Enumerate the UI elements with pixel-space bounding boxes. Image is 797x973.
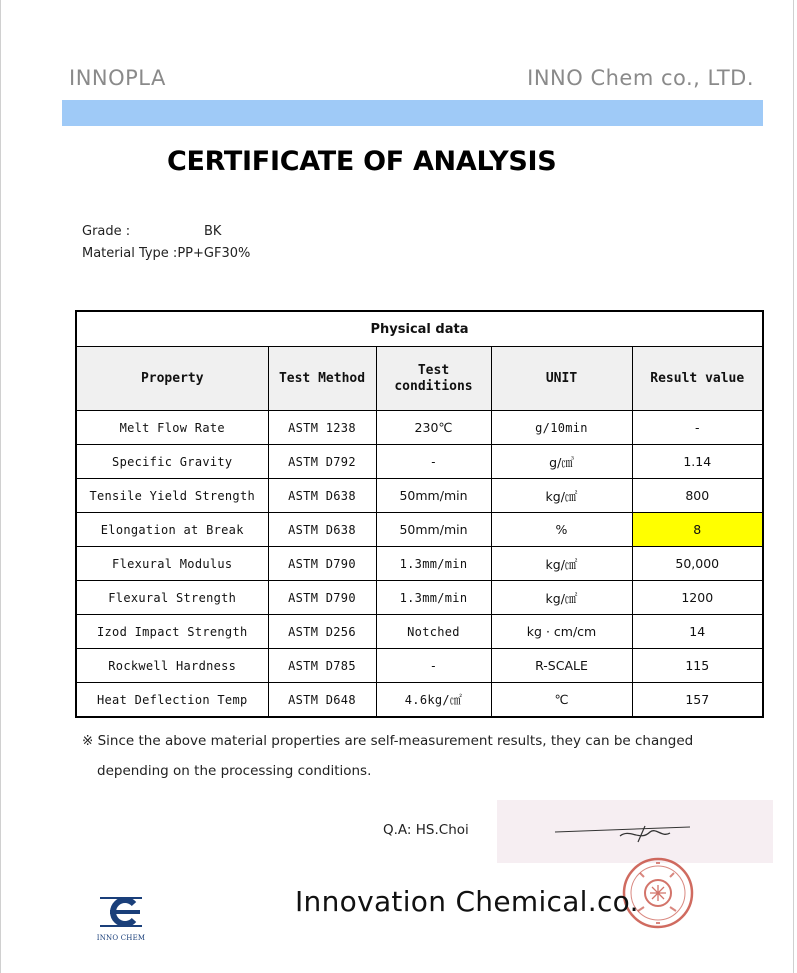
header-result-value: Result value	[632, 347, 763, 411]
cell-test-conditions: -	[376, 649, 491, 683]
cell-property: Specific Gravity	[76, 445, 268, 479]
cell-result-value: 800	[632, 479, 763, 513]
cell-unit: kg/㎠	[491, 479, 632, 513]
cell-unit: kg/㎠	[491, 581, 632, 615]
signature-icon	[550, 818, 700, 848]
material-line	[82, 246, 250, 261]
grade-value: BK	[204, 224, 222, 239]
logo-icon	[96, 895, 146, 929]
cell-result-value: 50,000	[632, 547, 763, 581]
cell-test-method: ASTM 1238	[268, 411, 376, 445]
cell-test-method: ASTM D256	[268, 615, 376, 649]
grade-label: Grade :	[82, 224, 131, 239]
page-border-right	[793, 0, 794, 973]
cell-property: Elongation at Break	[76, 513, 268, 547]
table-row	[76, 479, 763, 513]
cell-property: Rockwell Hardness	[76, 649, 268, 683]
header-test-method: Test Method	[268, 347, 376, 411]
header-test-conditions: Test conditions	[376, 347, 491, 411]
table-row	[76, 411, 763, 445]
material-value: PP+GF30%	[177, 246, 251, 261]
cell-test-method: ASTM D785	[268, 649, 376, 683]
material-label: Material Type :	[82, 246, 178, 261]
cell-test-conditions: 4.6kg/㎠	[376, 683, 491, 718]
cell-result-value: 157	[632, 683, 763, 718]
note-line-1: ※ Since the above material properties are self-measurement results, they can be changed	[82, 733, 694, 749]
cell-test-conditions: 50mm/min	[376, 479, 491, 513]
note-line-2: depending on the processing conditions.	[97, 763, 372, 779]
header-brand: INNOPLA	[69, 66, 166, 90]
cell-unit: g/10min	[491, 411, 632, 445]
cell-property: Izod Impact Strength	[76, 615, 268, 649]
cell-test-conditions: -	[376, 445, 491, 479]
physical-data-table	[75, 310, 764, 718]
cell-test-conditions: 1.3mm/min	[376, 581, 491, 615]
disclaimer-note	[82, 726, 693, 786]
cell-property: Flexural Strength	[76, 581, 268, 615]
table-row	[76, 683, 763, 718]
table-title: Physical data	[76, 311, 763, 347]
cell-result-value: -	[632, 411, 763, 445]
header-company: INNO Chem co., LTD.	[527, 66, 754, 90]
cell-unit: R-SCALE	[491, 649, 632, 683]
cell-test-conditions: 230℃	[376, 411, 491, 445]
cell-property: Flexural Modulus	[76, 547, 268, 581]
grade-line	[82, 224, 221, 239]
logo-text: INNO CHEM	[96, 934, 146, 942]
cell-unit: kg/㎠	[491, 547, 632, 581]
page-border-left	[0, 0, 1, 973]
qa-signatory: Q.A: HS.Choi	[383, 822, 469, 838]
cell-test-method: ASTM D638	[268, 479, 376, 513]
cell-test-conditions: 50mm/min	[376, 513, 491, 547]
company-name: Innovation Chemical.co.	[295, 885, 639, 918]
cell-test-method: ASTM D638	[268, 513, 376, 547]
cell-test-conditions: Notched	[376, 615, 491, 649]
cell-result-value: 8	[632, 513, 763, 547]
cell-result-value: 115	[632, 649, 763, 683]
cell-test-method: ASTM D648	[268, 683, 376, 718]
table-row	[76, 513, 763, 547]
cell-unit: ℃	[491, 683, 632, 718]
cell-test-conditions: 1.3mm/min	[376, 547, 491, 581]
inno-chem-logo	[95, 895, 147, 942]
header-band	[62, 100, 763, 126]
cell-property: Melt Flow Rate	[76, 411, 268, 445]
page-title: CERTIFICATE OF ANALYSIS	[167, 146, 557, 177]
cell-result-value: 14	[632, 615, 763, 649]
table-row	[76, 649, 763, 683]
table-row	[76, 445, 763, 479]
cell-result-value: 1.14	[632, 445, 763, 479]
header-property: Property	[76, 347, 268, 411]
cell-unit: kg · cm/cm	[491, 615, 632, 649]
cell-test-method: ASTM D790	[268, 581, 376, 615]
table-row	[76, 547, 763, 581]
cell-unit: g/㎤	[491, 445, 632, 479]
cell-unit: %	[491, 513, 632, 547]
table-row	[76, 615, 763, 649]
header-unit: UNIT	[491, 347, 632, 411]
cell-test-method: ASTM D790	[268, 547, 376, 581]
cell-property: Tensile Yield Strength	[76, 479, 268, 513]
table-row	[76, 581, 763, 615]
cell-property: Heat Deflection Temp	[76, 683, 268, 718]
cell-result-value: 1200	[632, 581, 763, 615]
cell-test-method: ASTM D792	[268, 445, 376, 479]
